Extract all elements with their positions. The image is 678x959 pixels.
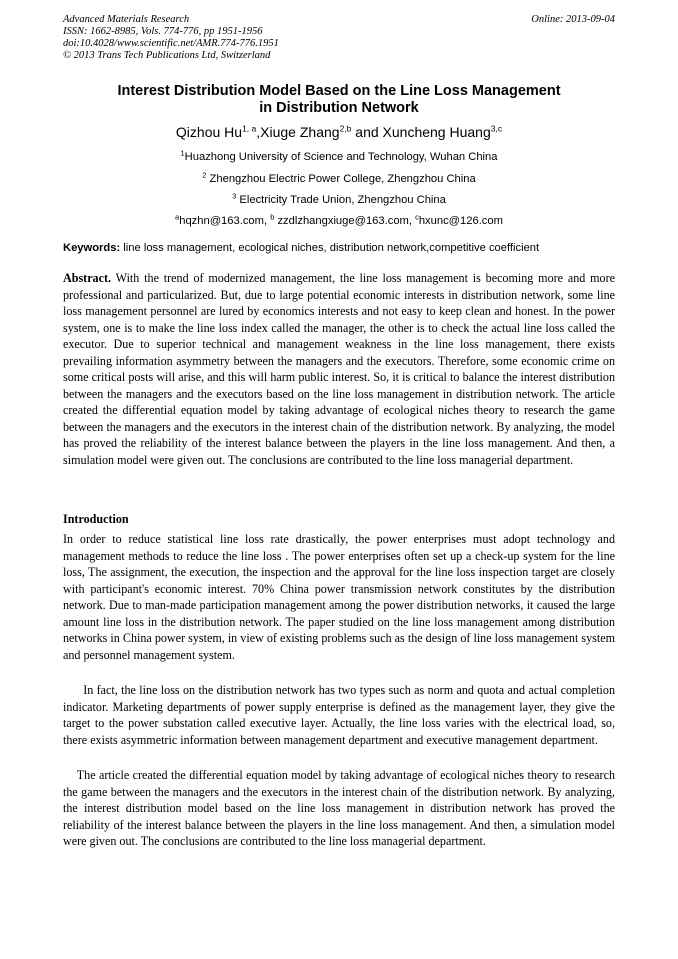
affiliation-1 (63, 150, 615, 164)
paper-title (63, 83, 615, 117)
affiliation-3-text: Electricity Trade Union, Zhengzhou China (236, 194, 446, 206)
online-date: Online: 2013-09-04 (531, 14, 615, 25)
email-c-sup: c (415, 212, 419, 222)
affiliation-3-sup: 3 (232, 191, 237, 201)
author-2-sup: 2,b (339, 123, 352, 134)
introduction-heading: Introduction (63, 512, 129, 526)
author-3-sup: 3,c (490, 123, 503, 134)
journal-header (63, 14, 615, 62)
affiliation-1-sup: 1 (180, 148, 185, 158)
intro-paragraph-2: In fact, the line loss on the distribution network has two types such as norm and quota and actual completion indicator. Marketing departments of power supply enterprise is defined as the management layer, they give the target to the power substation called executive layer. Actually, the line loss varies with the electrical load, so, there exists asymmetric information between management department and executive management department. (63, 683, 619, 747)
copyright-line: © 2013 Trans Tech Publications Ltd, Switzerland (63, 50, 271, 61)
email-c[interactable]: hxunc@126.com (418, 215, 503, 227)
abstract-label: Abstract. (63, 271, 112, 285)
abstract-text: With the trend of modernized management, the line loss management is becoming more and more professional and particularized. But, due to large potential economic interests in distribution network, some line loss management personnel are lured by economics interests and not easy to keep clean and honest. In the power system, one is to make the line loss index called the manager, the other is to check the actual line loss called the executor. Due to superior technical and management weakness in the line loss management, there exists prevailing information asymmetry between the managers and the executors. Therefore, some economic crime on some critical posts will arise, and this will harm public interest. So, it is critical to balance the interest distribution between the managers and the executors based on the line loss management in distribution network. The article created the differential equation model by taking advantage of ecological niches theory to research the game between the managers and the executors in the interest chain of the distribution network. By analyzing, the model has proved the reliability of the interest balance between the players in the line loss management. And then, a simulation model were given out. The conclusions are contributed to the line loss managerial department. (63, 271, 615, 467)
author-list (63, 123, 615, 141)
doi-line[interactable]: doi:10.4028/www.scientific.net/AMR.774-776.1951 (63, 38, 279, 49)
intro-paragraph-1: In order to reduce statistical line loss rate drastically, the power enterprises must adopt technology and management methods to reduce the line loss . The power enterprises often set up a check-up system for the line loss, The assignment, the execution, the inspection and the approval for the line loss inspection target are closely with participant's economic interest. 70% China power transmission network constitutes by the distribution network. Due to man-made participation management among the power distribution networks, it caused the large amount line loss in the distribution network. The paper studied on the line loss management among distribution networks in China power system, in view of existing problems such as the design of line loss management system and personnel management system. (63, 532, 615, 662)
journal-name: Advanced Materials Research (63, 14, 190, 25)
intro-paragraph-3: The article created the differential equation model by taking advantage of ecological niches theory to research the game between the managers and the executors in the interest chain of the distribution network. By analyzing, the interest distribution model based on the line loss management in distribution network has proved the reliability of the interest balance between the players in the line loss management. And then, a simulation model were given out. The conclusions are contributed to the line loss managerial department. (63, 768, 619, 848)
email-b[interactable]: zzdlzhangxiuge@163.com, (274, 215, 416, 227)
affiliation-2 (63, 172, 615, 186)
keywords-line (63, 241, 615, 255)
email-a[interactable]: hqzhn@163.com, (179, 215, 271, 227)
abstract-paragraph (63, 270, 615, 468)
email-line (63, 214, 615, 228)
title-line-2: in Distribution Network (259, 100, 419, 116)
author-3: and Xuncheng Huang (351, 124, 491, 140)
affiliation-2-sup: 2 (202, 170, 207, 180)
issn-line[interactable]: ISSN: 1662-8985, Vols. 774-776, pp 1951-1956 (63, 26, 263, 37)
email-a-sup: a (175, 212, 180, 222)
author-1: Qizhou Hu (175, 124, 243, 140)
keywords-text: line loss management, ecological niches, distribution network,competitive coefficient (120, 242, 540, 254)
author-1-sup: 1, a (242, 123, 257, 134)
affiliation-3 (63, 193, 615, 207)
title-line-1: Interest Distribution Model Based on the Line Loss Management (117, 83, 561, 99)
email-b-sup: b (270, 212, 275, 222)
affiliation-2-text: Zhengzhou Electric Power College, Zhengzhou China (206, 173, 476, 185)
author-2: ,Xiuge Zhang (256, 124, 340, 140)
affiliation-1-text: Huazhong University of Science and Technology, Wuhan China (184, 151, 498, 163)
keywords-label: Keywords: (63, 242, 121, 254)
